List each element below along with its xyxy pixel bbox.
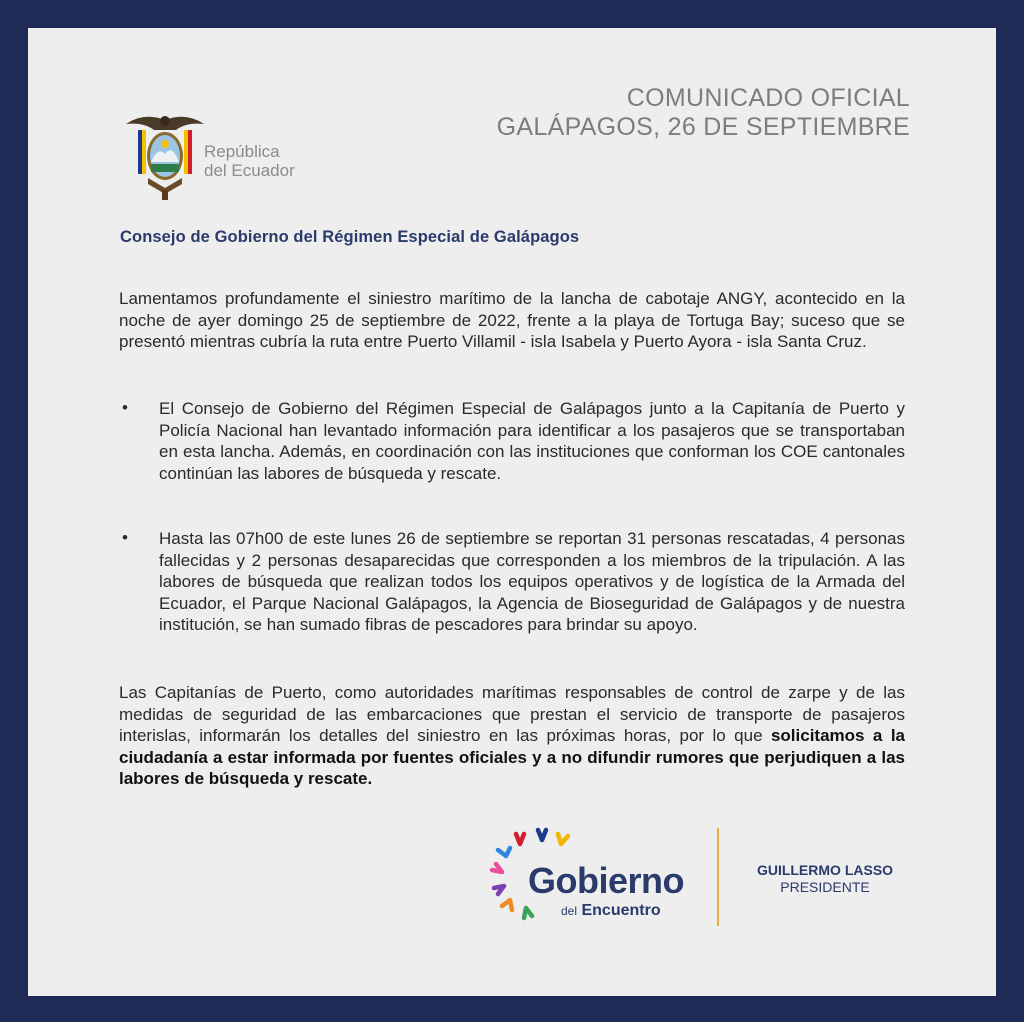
bullet-item-2: Hasta las 07h00 de este lunes 26 de septiembre se reportan 31 personas rescatadas, 4 personas fallecidas y 2 personas desaparecidas que corresponden a los miembros de la tripulación. A las labores de búsqueda que realizan todos los equipos operativos y de logística de la Armada del Ecuador, el Parque Nacional Galápagos, la Agencia de Bioseguridad de Galápagos y de nuestra institución, se han sumado fibras de pescadores para brindar su apoyo. [159, 529, 905, 634]
president-signature [731, 862, 919, 896]
encuentro-text: Encuentro [581, 902, 661, 919]
document-page [28, 28, 996, 996]
closing-emphasis: solicitamos a la ciudadanía a estar informada por fuentes oficiales y a no difundir rumores que perjudiquen a las labores de búsqueda y rescate. [119, 726, 905, 788]
bullet-marker: • [122, 398, 128, 417]
president-role: PRESIDENTE [780, 879, 870, 895]
institution-name: Consejo de Gobierno del Régimen Especial de Galápagos [120, 228, 580, 246]
intro-paragraph: Lamentamos profundamente el siniestro marítimo de la lancha de cabotaje ANGY, acontecido en la noche de ayer domingo 25 de septiembre de 2022, frente a la playa de Tortuga Bay; suceso que se presentó mientras cubría la ruta entre Puerto Villamil - isla Isabela y Puerto Ayora - isla Santa Cruz. [119, 289, 905, 351]
del-text: del [561, 904, 578, 918]
republica-del-ecuador-logo-text [204, 142, 295, 180]
communique-header [497, 84, 910, 142]
header-title: COMUNICADO OFICIAL [626, 84, 910, 112]
closing-paragraph [119, 682, 905, 790]
header-date: GALÁPAGOS, 26 DE SEPTIEMBRE [496, 113, 910, 141]
bullet-item-1: El Consejo de Gobierno del Régimen Especial de Galápagos junto a la Capitanía de Puerto y Policía Nacional han levantado información para identificar a los pasajeros que se transportaban en esta lancha. Además, en coordinación con las instituciones que conforman los COE cantonales continúan las labores de búsqueda y rescate. [159, 399, 905, 483]
president-name: GUILLERMO LASSO [756, 862, 894, 878]
del-encuentro-wordmark [561, 902, 661, 920]
logo-line-2: del Ecuador [204, 161, 295, 180]
closing-text: Las Capitanías de Puerto, como autoridades marítimas responsables de control de zarpe y de las medidas de seguridad de las embarcaciones que prestan el servicio de transporte de pasajeros interislas, informarán los detalles del siniestro en las próximas horas, por lo que [119, 683, 905, 745]
logo-line-1: República [204, 142, 280, 161]
footer-divider [717, 828, 719, 926]
gobierno-wordmark: Gobierno [528, 860, 684, 901]
bullet-marker: • [122, 528, 128, 547]
ecuador-coat-of-arms-icon [124, 110, 206, 202]
